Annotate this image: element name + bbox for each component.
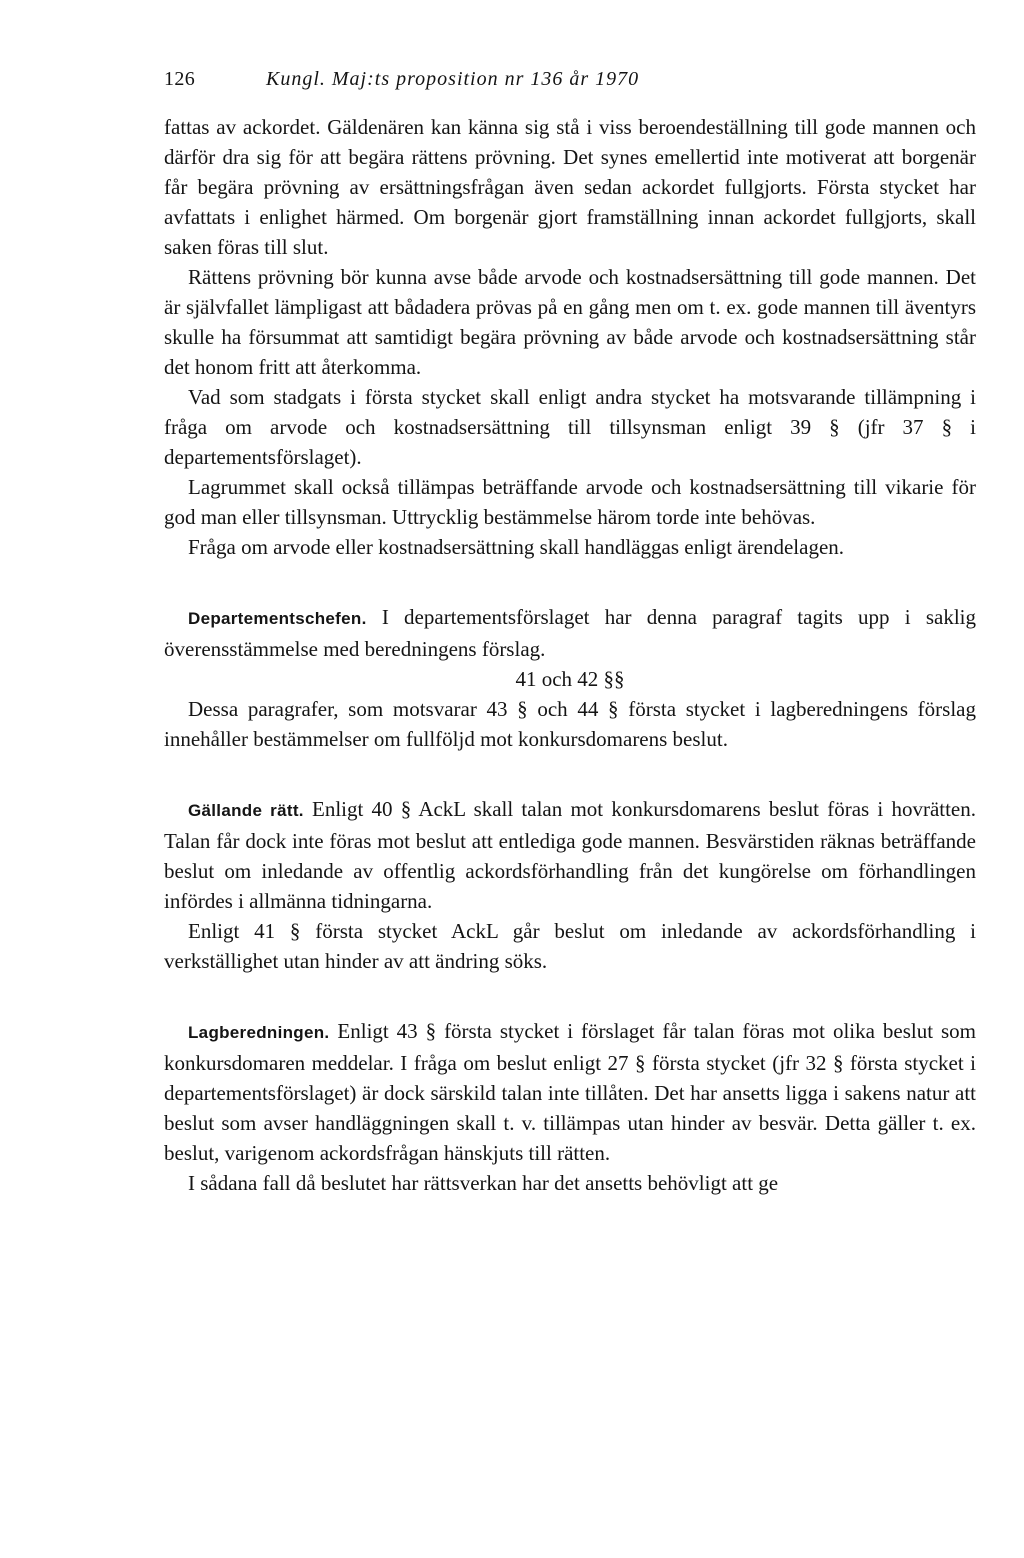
run-in-heading: Gällande rätt. (188, 801, 304, 820)
page-number: 126 (164, 68, 196, 90)
run-in-heading: Departementschefen. (188, 609, 367, 628)
paragraph (164, 1016, 976, 1168)
paragraph-text: Enligt 43 § första stycket i förslaget får talan föras mot olika beslut som konkursdomaren meddelar. I fråga om beslut enligt 27 § första stycket (jfr 32 § första stycket i departementsförslaget) är dock särskild talan inte tillåten. Det har ansetts ligga i sakens natur att beslut som avser handläggningen skall t. v. tillämpas utan hinder av besvär. Detta gäller t. ex. beslut, varigenom ackordsfrågan hänskjuts till rätten. (164, 1019, 976, 1165)
page-header (164, 62, 976, 102)
paragraph: Lagrummet skall också tillämpas beträffande arvode och kostnadsersättning till vikarie för god man eller tillsynsman. Uttrycklig bestämmelse härom torde inte behövas. (164, 475, 976, 529)
paragraph: fattas av ackordet. Gäldenären kan känna sig stå i viss beroendeställning till gode mannen och därför dra sig för att begära rättens prövning. Det synes emellertid inte motiverat att borgenär får begära prövning av ersättningsfrågan även sedan ackordet fullgjorts. Första stycket har avfattats i enlighet härmed. Om borgenär gjort framställning innan ackordet fullgjorts, skall saken föras till slut. (164, 115, 976, 259)
paragraph: Dessa paragrafer, som motsvarar 43 § och 44 § första stycket i lagberedningens förslag innehåller bestämmelser om fullföljd mot konkursdomarens beslut. (164, 697, 976, 751)
paragraph: Rättens prövning bör kunna avse både arvode och kostnadsersättning till gode mannen. Det är självfallet lämpligast att bådadera prövas på en gång men om t. ex. gode mannen till äventyrs skulle ha försummat att samtidigt begära prövning av både arvode och kostnadsersättning står det honom fritt att återkomma. (164, 265, 976, 379)
paragraph: I sådana fall då beslutet har rättsverkan har det ansetts behövligt att ge (188, 1171, 779, 1195)
run-in-heading: Lagberedningen. (188, 1023, 330, 1042)
paragraph: Enligt 41 § första stycket AckL går beslut om inledande av ackordsförhandling i verkställighet utan hinder av att ändring söks. (164, 919, 976, 973)
paragraph (164, 602, 976, 664)
paragraph-text: I departementsförslaget har denna paragraf tagits upp i saklig överensstämmelse med beredningens förslag. (164, 605, 976, 661)
paragraph: Vad som stadgats i första stycket skall enligt andra stycket ha motsvarande tillämpning i fråga om arvode och kostnadsersättning till tillsynsman enligt 39 § (jfr 37 § i departementsförslaget). (164, 385, 976, 469)
section-title: 41 och 42 §§ (515, 667, 625, 691)
running-title: Kungl. Maj:ts proposition nr 136 år 1970 (266, 68, 640, 90)
paragraph (164, 794, 976, 916)
body-text (164, 112, 976, 1198)
paragraph: Fråga om arvode eller kostnadsersättning skall handläggas enligt ärendelagen. (188, 535, 845, 559)
paragraph-text: Enligt 40 § AckL skall talan mot konkursdomarens beslut föras i hovrätten. Talan får dock inte föras mot beslut att entlediga gode mannen. Besvärstiden räknas beträffande beslut om inledande av offentlig ackordsförhandling från det kungörelse om förhandlingen infördes i allmänna tidningarna. (164, 797, 977, 913)
